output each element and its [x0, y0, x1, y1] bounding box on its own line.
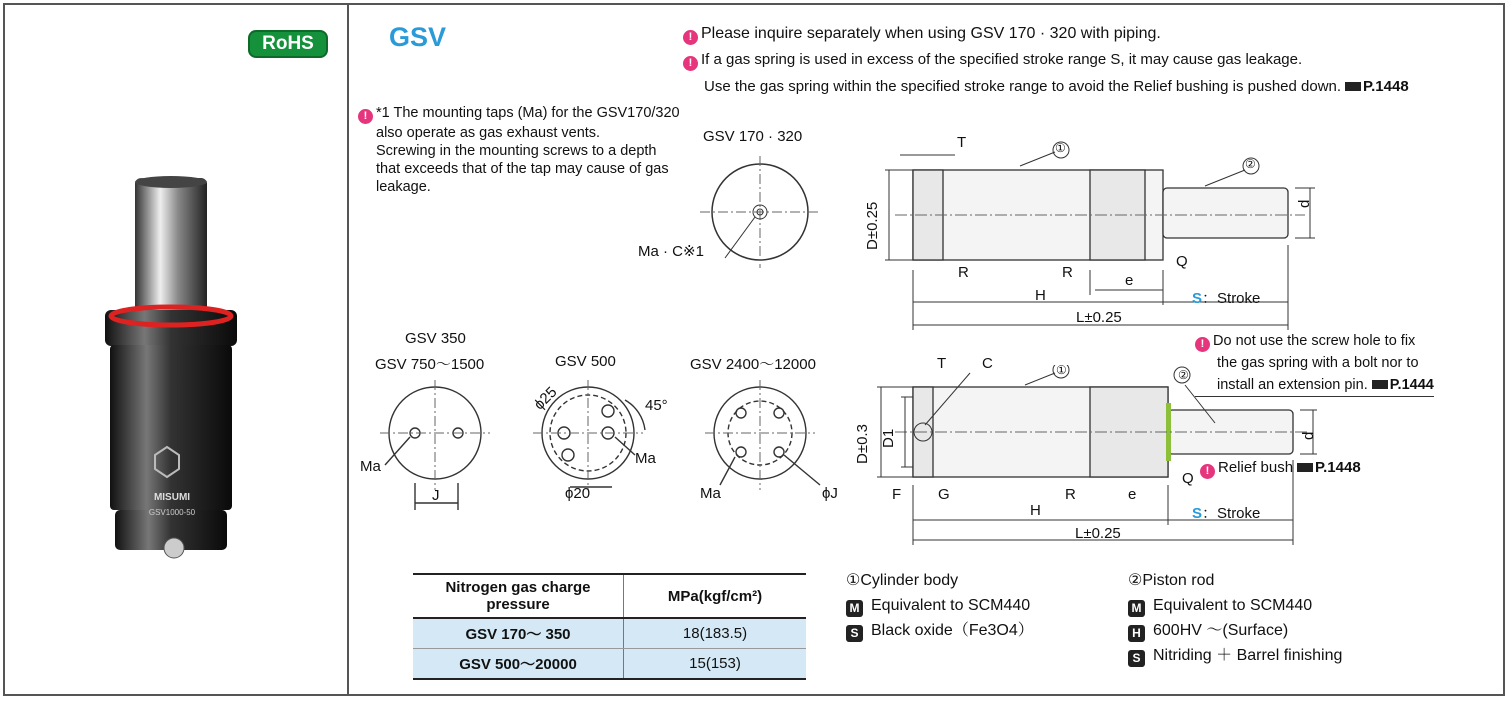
label-gsv500: GSV 500	[555, 353, 616, 370]
dim-h: H	[1035, 287, 1046, 304]
stroke-label: S：Stroke	[1192, 290, 1261, 307]
dim-d03: D±0.3	[854, 424, 871, 464]
pressure-table	[413, 573, 806, 680]
table-row: GSV 170～ 350 18(183.5)	[413, 618, 806, 649]
dim-phi25: ϕ25	[530, 383, 561, 414]
label-ma-c: Ma · C※1	[638, 243, 704, 260]
product-mark: MISUMI	[153, 492, 191, 503]
note-relief-bush: ! Relief bush P.1448	[1200, 458, 1361, 479]
table-row: GSV 500～20000 15(153)	[413, 649, 806, 680]
dim-r-2: R	[1062, 264, 1073, 281]
cylinder-body-shape	[110, 345, 232, 510]
label-ma-500: Ma	[635, 450, 656, 467]
callout-1b: ①	[1056, 363, 1067, 377]
note-stroke-range: ! If a gas spring is used in excess of the specified stroke range S, it may cause gas leakage.	[683, 50, 1302, 71]
dim-l-2: L±0.25	[1075, 525, 1121, 542]
piston-title: ②Piston rod	[1128, 572, 1215, 589]
dim-d1: D1	[880, 428, 897, 448]
dim-t: T	[957, 134, 967, 151]
dim-e: e	[1125, 272, 1134, 289]
dim-q-2: Q	[1182, 470, 1194, 487]
stroke-label-2: S：Stroke	[1192, 505, 1261, 522]
note-mounting-taps: ! *1 The mounting taps (Ma) for the GSV170/320 also operate as gas exhaust vents. Screwing in the mounting screws to a depth that exceeds that of the tap may cause of gas leakage.	[358, 104, 680, 196]
warning-icon: !	[358, 109, 373, 124]
dim-h-2: H	[1030, 502, 1041, 519]
dim-d: d	[1296, 199, 1313, 208]
surface-icon: S	[1128, 650, 1145, 667]
dim-r: R	[958, 264, 969, 281]
dim-t-2: T	[937, 355, 947, 372]
dim-45deg: 45°	[645, 397, 668, 414]
piston-material-list: ②Piston rod M Equivalent to SCM440 H 600HV ～(Surface) S Nitriding ＋ Barrel finishing	[1128, 568, 1342, 668]
material-icon: M	[1128, 600, 1145, 617]
callout-2b: ②	[1178, 368, 1189, 382]
page-ref-icon	[1372, 380, 1388, 389]
warning-icon: !	[683, 56, 698, 71]
cylinder-material-list: ①Cylinder body M Equivalent to SCM440 S Black oxide（Fe3O4）	[846, 568, 1034, 643]
label-ma-350: Ma	[360, 458, 381, 475]
note-piping: ! Please inquire separately when using GSV 170 · 320 with piping.	[683, 24, 1161, 45]
product-photo	[90, 170, 260, 570]
note-relief-bushing: Use the gas spring within the specified stroke range to avoid the Relief bushing is pushed down. P.1448	[704, 78, 1409, 95]
dim-d025: D±0.25	[864, 201, 881, 250]
page-ref-icon	[1297, 463, 1313, 472]
dim-q: Q	[1176, 253, 1188, 270]
dim-d-2: d	[1300, 431, 1317, 440]
dim-e-2: e	[1128, 486, 1137, 503]
dim-j: J	[432, 487, 440, 504]
warning-icon: !	[1200, 464, 1215, 479]
hardness-icon: H	[1128, 625, 1145, 642]
dim-phi20: ϕ20	[565, 485, 591, 502]
panel-divider	[347, 5, 349, 695]
table-header: Nitrogen gas charge pressure MPa(kgf/cm²)	[413, 574, 806, 618]
label-gsv170: GSV 170 · 320	[703, 128, 803, 145]
dim-r-3: R	[1065, 486, 1076, 503]
rohs-badge: RoHS	[248, 30, 328, 58]
ref-link-1448[interactable]: P.1448	[1363, 78, 1409, 95]
surface-icon: S	[846, 625, 863, 642]
dim-f: F	[892, 486, 902, 503]
note-screw-hole: ! Do not use the screw hole to fix the gas spring with a bolt nor to install an extension pin. P.1444	[1195, 330, 1434, 397]
ref-link-1444[interactable]: P.1444	[1389, 377, 1434, 393]
dim-g: G	[938, 486, 950, 503]
dim-l: L±0.25	[1076, 309, 1122, 326]
warning-icon: !	[1195, 337, 1210, 352]
callout-1: ①	[1055, 141, 1066, 155]
label-gsv350: GSV 350	[405, 330, 466, 347]
dim-phij: ϕJ	[822, 485, 838, 502]
product-model-mark: GSV1000-50	[148, 508, 196, 517]
ref-link-1448-b[interactable]: P.1448	[1315, 459, 1361, 476]
label-gsv2400: GSV 2400～12000	[690, 356, 816, 373]
label-ma-2400: Ma	[700, 485, 721, 502]
material-icon: M	[846, 600, 863, 617]
label-gsv750: GSV 750～1500	[375, 356, 485, 373]
page-ref-icon	[1345, 82, 1361, 91]
callout-2: ②	[1245, 157, 1256, 171]
page-title: GSV	[389, 22, 447, 52]
cylinder-title: ①Cylinder body	[846, 572, 959, 589]
piston-rod-shape	[135, 178, 207, 318]
warning-icon: !	[683, 30, 698, 45]
dim-c: C	[982, 355, 993, 372]
